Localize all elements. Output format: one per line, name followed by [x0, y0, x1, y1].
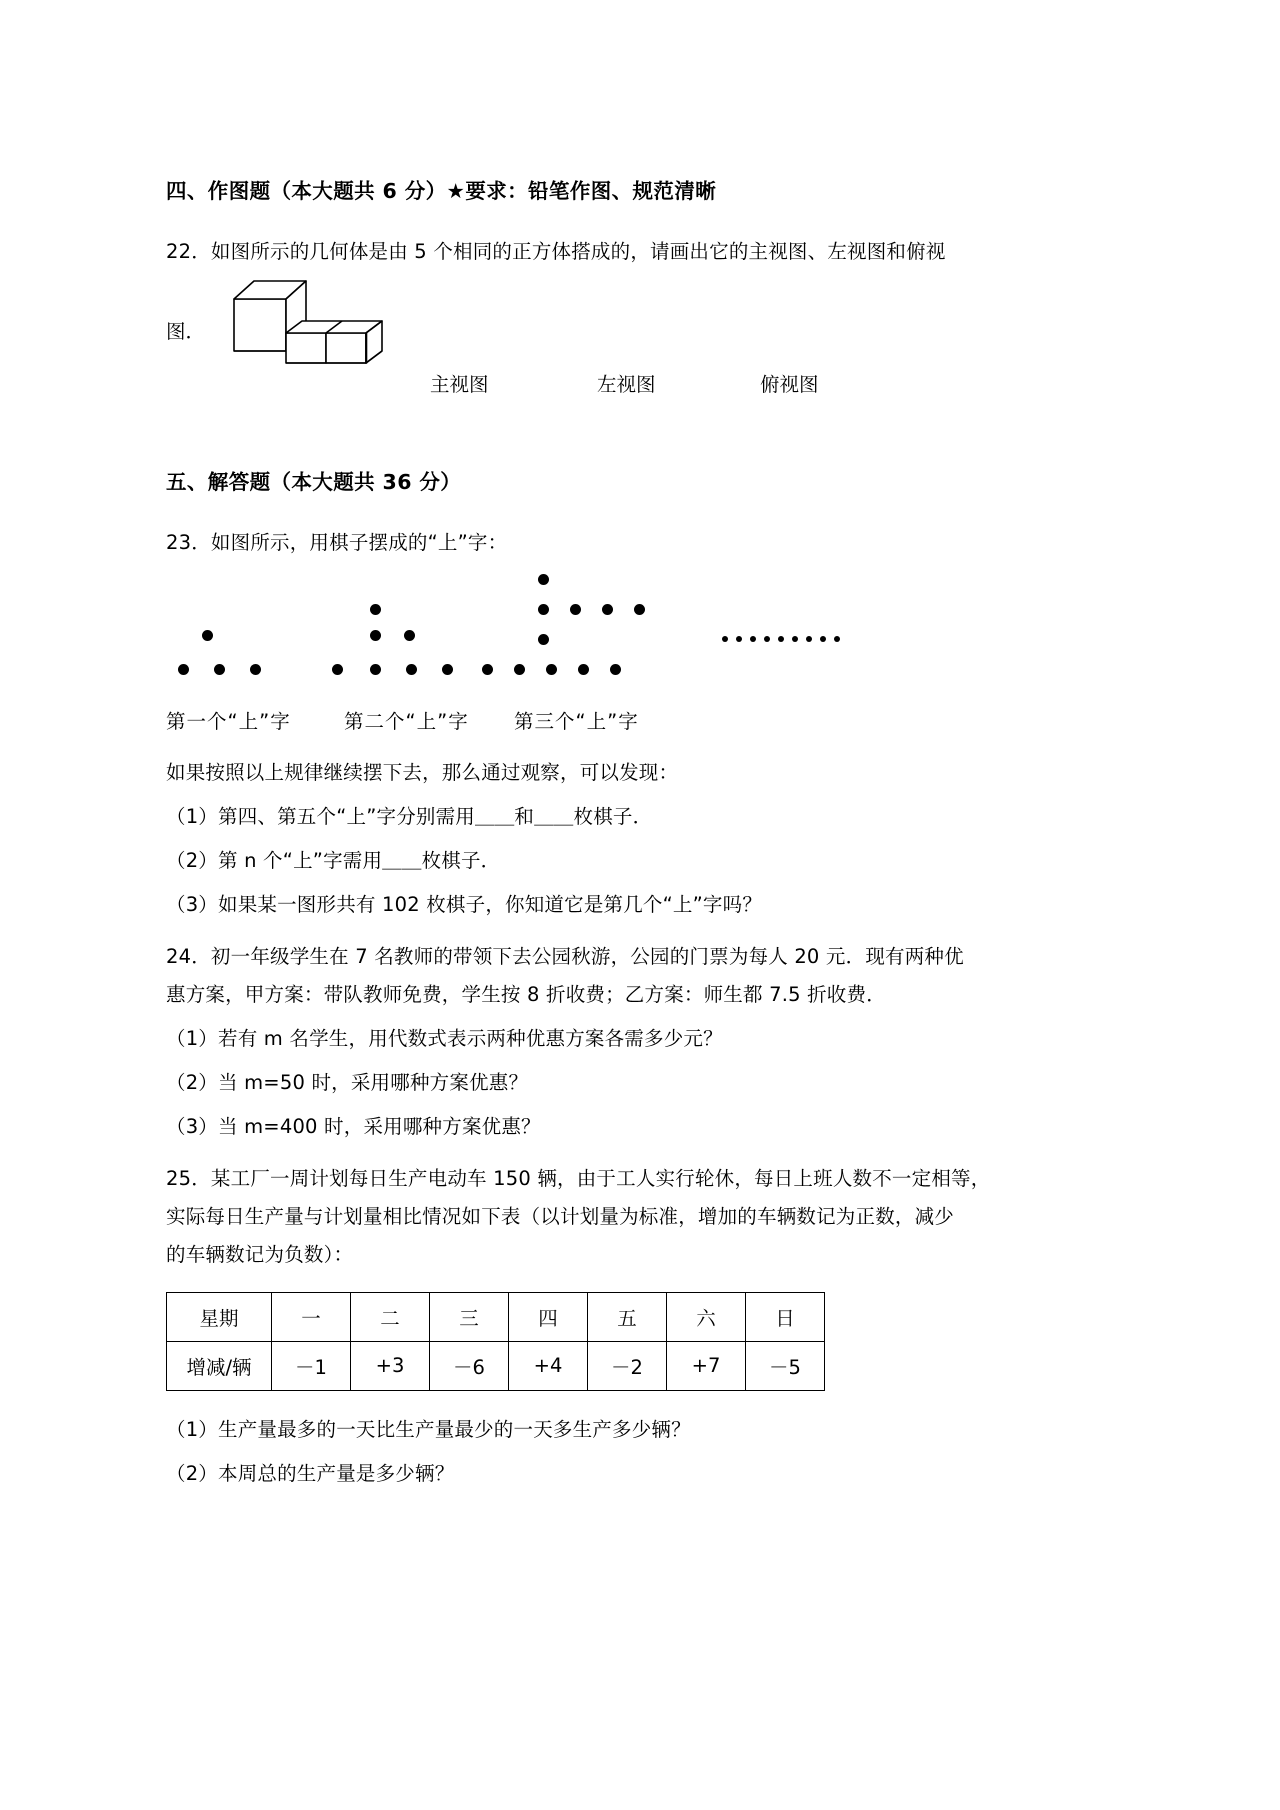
- checker-dot: [370, 664, 381, 675]
- table-cell-value-4: +4: [509, 1341, 588, 1390]
- caption-pattern-2: 第二个“上”字: [344, 709, 469, 733]
- checker-dot: [538, 574, 549, 585]
- table-cell-value-2: +3: [351, 1341, 430, 1390]
- question-24-part-2: （2）当 m=50 时，采用哪种方案优惠？: [166, 1070, 529, 1094]
- checker-dot: [442, 664, 453, 675]
- table-cell-day-4: 四: [509, 1292, 588, 1341]
- ellipsis-dot: [806, 636, 812, 642]
- checker-dot: [202, 630, 213, 641]
- question-23-part-3: （3）如果某一图形共有 102 枚棋子，你知道它是第几个“上”字吗？: [166, 892, 763, 916]
- page-content: [166, 176, 1118, 1499]
- question-22-view-labels: [166, 369, 1118, 409]
- checker-dot: [332, 664, 343, 675]
- table-cell-day-7: 日: [746, 1292, 825, 1341]
- production-variance-table: [166, 1292, 825, 1391]
- checker-dot: [250, 664, 261, 675]
- ellipsis-dot: [834, 636, 840, 642]
- question-23-part-1: （1）第四、第五个“上”字分别需用＿＿和＿＿枚棋子．: [166, 804, 653, 828]
- checker-dot: [214, 664, 225, 675]
- caption-pattern-3: 第三个“上”字: [514, 709, 639, 733]
- table-row-header-variance: 增减/辆: [167, 1341, 272, 1390]
- question-24-part-3: （3）当 m=400 时，采用哪种方案优惠？: [166, 1114, 541, 1138]
- question-25-part-1: （1）生产量最多的一天比生产量最少的一天多生产多少辆？: [166, 1417, 691, 1441]
- checker-dot: [538, 604, 549, 615]
- checker-dot: [570, 604, 581, 615]
- checker-dot: [634, 604, 645, 615]
- table-cell-value-6: +7: [667, 1341, 746, 1390]
- table-cell-value-7: －5: [746, 1341, 825, 1390]
- view-label-front: 主视图: [430, 372, 489, 396]
- checker-dot: [578, 664, 589, 675]
- question-23-lead: 如果按照以上规律继续摆下去，那么通过观察，可以发现：: [166, 760, 679, 784]
- checker-figure-captions: [166, 706, 1118, 740]
- checker-dot: [370, 630, 381, 641]
- checker-dot: [404, 630, 415, 641]
- ellipsis-dot: [736, 636, 742, 642]
- view-label-top: 俯视图: [760, 372, 819, 396]
- caption-pattern-1: 第一个“上”字: [166, 709, 291, 733]
- checker-dot: [370, 604, 381, 615]
- question-22-line2: 图．: [166, 319, 206, 343]
- question-22-line1: 22．如图所示的几何体是由 5 个相同的正方体搭成的，请画出它的主视图、左视图和俯视: [166, 239, 946, 263]
- five-cube-solid-figure: [198, 273, 418, 367]
- question-25-line2: 实际每日生产量与计划量相比情况如下表（以计划量为标准，增加的车辆数记为正数，减少: [166, 1204, 955, 1228]
- checker-dot: [610, 664, 621, 675]
- question-24-line1: 24．初一年级学生在 7 名教师的带领下去公园秋游，公园的门票为每人 20 元．现有两种优: [166, 944, 964, 968]
- table-cell-day-6: 六: [667, 1292, 746, 1341]
- checker-dot: [602, 604, 613, 615]
- table-cell-day-5: 五: [588, 1292, 667, 1341]
- section-5-heading: 五、解答题（本大题共 36 分）: [166, 469, 462, 494]
- question-24-part-1: （1）若有 m 名学生，用代数式表示两种优惠方案各需多少元？: [166, 1026, 723, 1050]
- ellipsis-dot: [820, 636, 826, 642]
- question-25-line3: 的车辆数记为负数）：: [166, 1242, 354, 1266]
- question-24: [166, 938, 1118, 1146]
- table-cell-value-1: －1: [272, 1341, 351, 1390]
- view-label-left: 左视图: [597, 372, 656, 396]
- table-cell-day-1: 一: [272, 1292, 351, 1341]
- checker-dot: [178, 664, 189, 675]
- checker-dot: [482, 664, 493, 675]
- ellipsis-dot: [792, 636, 798, 642]
- table-row: [167, 1292, 825, 1341]
- checker-dot: [406, 664, 417, 675]
- section-4-heading: 四、作图题（本大题共 6 分）★要求：铅笔作图、规范清晰: [166, 179, 717, 203]
- question-22-figure-row: [166, 271, 1118, 367]
- question-25-line1: 25．某工厂一周计划每日生产电动车 150 辆，由于工人实行轮休，每日上班人数不一定相等，: [166, 1166, 991, 1190]
- table-cell-day-2: 二: [351, 1292, 430, 1341]
- ellipsis-dot: [750, 636, 756, 642]
- question-22: [166, 233, 1118, 409]
- table-row-header-weekday: 星期: [167, 1292, 272, 1341]
- question-23-part-2: （2）第 n 个“上”字需用＿＿枚棋子．: [166, 848, 501, 872]
- checker-dot: [538, 634, 549, 645]
- table-row: [167, 1341, 825, 1390]
- checker-shang-figure: [166, 572, 1118, 704]
- question-25: [166, 1160, 1118, 1493]
- ellipsis-dot: [722, 636, 728, 642]
- question-23-stem: 23．如图所示，用棋子摆成的“上”字：: [166, 530, 508, 554]
- question-25-part-2: （2）本周总的生产量是多少辆？: [166, 1461, 455, 1485]
- question-23: [166, 524, 1118, 924]
- ellipsis-dot: [764, 636, 770, 642]
- table-cell-day-3: 三: [430, 1292, 509, 1341]
- table-cell-value-5: －2: [588, 1341, 667, 1390]
- table-cell-value-3: －6: [430, 1341, 509, 1390]
- checker-dot: [514, 664, 525, 675]
- question-24-line2: 惠方案，甲方案：带队教师免费，学生按 8 折收费；乙方案：师生都 7.5 折收费．: [166, 982, 886, 1006]
- ellipsis-dot: [778, 636, 784, 642]
- checker-dot: [546, 664, 557, 675]
